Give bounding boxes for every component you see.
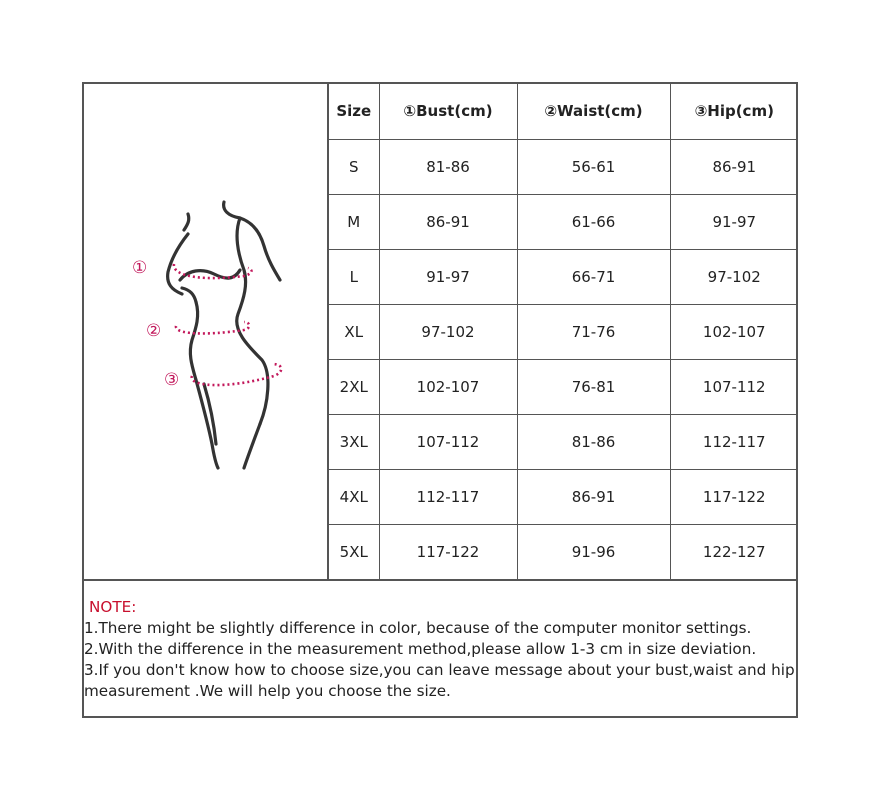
notes-section: [84, 579, 798, 718]
bust-cell: 86-91: [379, 194, 517, 249]
measurement-markers: [132, 258, 179, 390]
size-cell: 5XL: [329, 524, 379, 579]
body-figure-cell: [84, 84, 329, 579]
table-row: [329, 469, 798, 524]
body-outline: [168, 202, 280, 468]
bust-cell: 81-86: [379, 139, 517, 194]
hip-cell: 112-117: [670, 414, 798, 469]
waist-cell: 86-91: [517, 469, 670, 524]
hip-cell: 107-112: [670, 359, 798, 414]
waist-marker: ②: [146, 321, 162, 341]
waist-cell: 71-76: [517, 304, 670, 359]
body-silhouette-illustration: [84, 84, 327, 579]
hip-marker: ③: [164, 370, 180, 390]
bust-cell: 91-97: [379, 249, 517, 304]
note-line: measurement .We will help you choose the size.: [84, 682, 451, 700]
notes-title: NOTE:: [89, 598, 137, 616]
column-header-bust: ①Bust(cm): [379, 84, 517, 139]
table-row: [329, 139, 798, 194]
table-body: [329, 139, 798, 579]
hip-cell: 122-127: [670, 524, 798, 579]
size-cell: S: [329, 139, 379, 194]
size-cell: M: [329, 194, 379, 249]
bust-cell: 112-117: [379, 469, 517, 524]
table-row: [329, 194, 798, 249]
waist-cell: 66-71: [517, 249, 670, 304]
table-header-row: [329, 84, 798, 139]
waist-cell: 61-66: [517, 194, 670, 249]
waist-cell: 91-96: [517, 524, 670, 579]
size-cell: XL: [329, 304, 379, 359]
size-chart: [82, 82, 798, 718]
note-line: 2.With the difference in the measurement method,please allow 1-3 cm in size deviation.: [84, 640, 757, 658]
size-cell: 4XL: [329, 469, 379, 524]
note-line: 3.If you don't know how to choose size,you can leave message about your bust,waist and hip: [84, 661, 795, 679]
table-row: [329, 304, 798, 359]
hip-cell: 102-107: [670, 304, 798, 359]
size-cell: L: [329, 249, 379, 304]
hip-cell: 86-91: [670, 139, 798, 194]
column-header-size: Size: [329, 84, 379, 139]
hip-cell: 91-97: [670, 194, 798, 249]
size-cell: 3XL: [329, 414, 379, 469]
bust-cell: 107-112: [379, 414, 517, 469]
size-cell: 2XL: [329, 359, 379, 414]
hip-cell: 117-122: [670, 469, 798, 524]
bust-cell: 97-102: [379, 304, 517, 359]
waist-cell: 56-61: [517, 139, 670, 194]
table-row: [329, 524, 798, 579]
size-table: [329, 84, 798, 580]
waist-cell: 76-81: [517, 359, 670, 414]
table-row: [329, 249, 798, 304]
bust-cell: 102-107: [379, 359, 517, 414]
bust-cell: 117-122: [379, 524, 517, 579]
hip-cell: 97-102: [670, 249, 798, 304]
table-row: [329, 414, 798, 469]
column-header-waist: ②Waist(cm): [517, 84, 670, 139]
column-header-hip: ③Hip(cm): [670, 84, 798, 139]
waist-cell: 81-86: [517, 414, 670, 469]
note-line: 1.There might be slightly difference in color, because of the computer monitor settings.: [84, 619, 752, 637]
bust-marker: ①: [132, 258, 148, 278]
table-row: [329, 359, 798, 414]
